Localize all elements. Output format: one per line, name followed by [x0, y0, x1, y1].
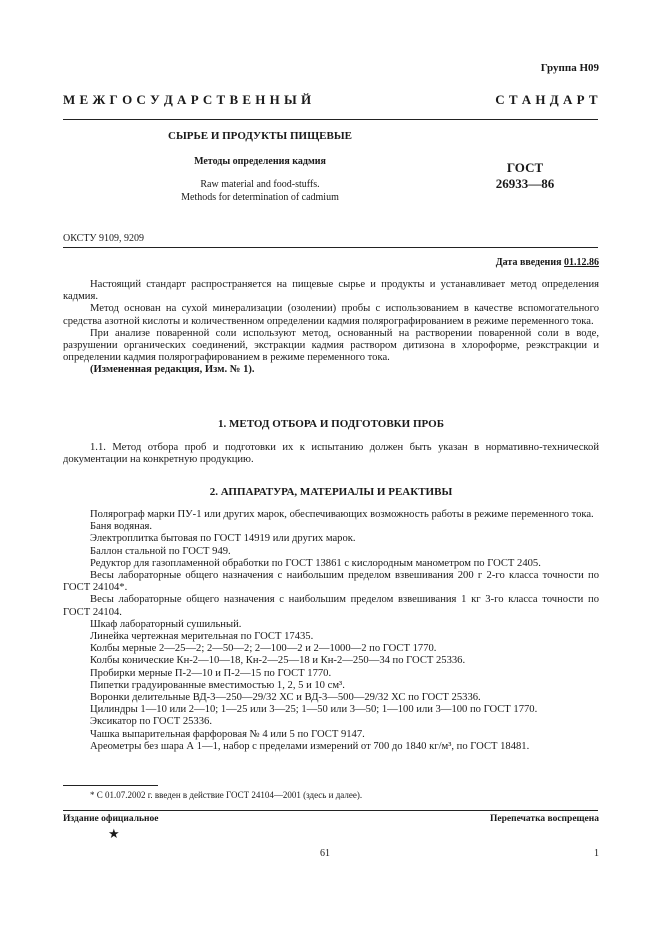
english-title-line-2: Methods for determination of cadmium: [181, 192, 339, 203]
section-1-text-block: [63, 442, 599, 466]
banner-word-standard: С Т А Н Д А Р Т: [495, 92, 598, 107]
okstu-codes: ОКСТУ 9109, 9209: [63, 233, 145, 244]
section-1-heading: 1. МЕТОД ОТБОРА И ПОДГОТОВКИ ПРОБ: [217, 418, 444, 430]
introduction-date: [496, 257, 599, 268]
list-item: Весы лабораторные общего назначения с наибольшим пределом взвешивания 200 г 2-го класса точности по ГОСТ 24104*.: [63, 570, 599, 594]
document-subtitle: Методы определения кадмия: [194, 156, 326, 167]
reprint-prohibited-label: Перепечатка воспрещена: [489, 814, 599, 824]
english-title-line-1: Raw material and food-stuffs.: [200, 179, 320, 190]
list-item: Шкаф лабораторный сушильный.: [90, 618, 242, 630]
top-rule: [63, 119, 598, 120]
footnote: * С 01.07.2002 г. введен в действие ГОСТ 24104—2001 (здесь и далее).: [90, 790, 363, 800]
section-1-text: 1.1. Метод отбора проб и подготовки их к испытанию должен быть указан в нормативно-технической документации на конкретную продукцию.: [63, 442, 599, 466]
intro-paragraph: При анализе поваренной соли используют метод, основанный на растворении поваренной соли в воде, разрушении органических соединений, экстракции кадмия раствором дитизона в хлороформе, реэкстракции и определении кадмия полярографированием в режиме переменного тока.: [63, 327, 599, 364]
intro-paragraph: Настоящий стандарт распространяется на пищевые сырье и продукты и устанавливает метод определения кадмия.: [63, 279, 599, 303]
list-item: Линейка чертежная мерительная по ГОСТ 17435.: [90, 631, 314, 643]
mid-rule: [63, 247, 598, 248]
gost-number: [470, 160, 580, 192]
list-item: Баллон стальной по ГОСТ 949.: [90, 545, 231, 557]
list-item: Цилиндры 1—10 или 2—10; 1—25 или 3—25; 1—50 или 3—50; 1—100 или 3—100 по ГОСТ 1770.: [90, 704, 538, 716]
list-item: Воронки делительные ВД-3—250—29/32 ХС и ВД-3—500—29/32 ХС по ГОСТ 25336.: [90, 692, 481, 704]
list-item: Колбы конические Кн-2—10—18, Кн-2—25—18 и Кн-2—250—34 по ГОСТ 25336.: [90, 655, 466, 667]
list-item: Ареометры без шара А 1—1, набор с пределами измерений от 700 до 1840 кг/м³, по ГОСТ 18481.: [90, 740, 530, 752]
intro-paragraph: Метод основан на сухой минерализации (озолении) пробы с использованием в качестве вспомогательного средства азотной кислоты и количественном определении кадмия полярографированием в режиме переменного тока.: [63, 303, 599, 327]
gost-label: ГОСТ: [506, 160, 544, 175]
list-item: Редуктор для газопламенной обработки по ГОСТ 13861 с кислородным манометром по ГОСТ 2405.: [90, 557, 541, 569]
date-value: 01.12.86: [564, 257, 599, 268]
bottom-rule: [63, 810, 598, 811]
star-icon: ★: [108, 826, 120, 841]
list-item: Колбы мерные 2—25—2; 2—50—2; 2—100—2 и 2—1000—2 по ГОСТ 1770.: [90, 643, 437, 655]
intro-block: [63, 279, 599, 377]
issue-number: 1: [594, 848, 599, 859]
amendment-note: (Измененная редакция, Изм. № 1).: [90, 364, 255, 376]
list-item: Полярограф марки ПУ-1 или других марок, обеспечивающих возможность работы в режиме переменного тока.: [90, 509, 594, 520]
footnote-rule: [63, 785, 158, 786]
list-item: Чашка выпарительная фарфоровая № 4 или 5 по ГОСТ 9147.: [90, 728, 365, 740]
banner-word-interstate: М Е Ж Г О С У Д А Р С Т В Е Н Н Ы Й: [63, 92, 312, 107]
list-item: Эксикатор по ГОСТ 25336.: [90, 716, 212, 728]
section-2-heading: 2. АППАРАТУРА, МАТЕРИАЛЫ И РЕАКТИВЫ: [209, 486, 453, 498]
standard-banner: [63, 92, 598, 108]
official-edition-label: Издание официальное: [63, 814, 159, 824]
page-number: 61: [320, 848, 330, 859]
list-item: Электроплитка бытовая по ГОСТ 14919 или других марок.: [90, 533, 356, 545]
list-item: Пробирки мерные П-2—10 и П-2—15 по ГОСТ 1770.: [90, 667, 332, 679]
date-label: Дата введения: [495, 257, 562, 268]
list-item: Весы лабораторные общего назначения с наибольшим пределом взвешивания 1 кг 3-го класса точности по ГОСТ 24104.: [63, 594, 599, 618]
english-title: [120, 178, 400, 204]
document-title: СЫРЬЕ И ПРОДУКТЫ ПИЩЕВЫЕ: [168, 130, 352, 142]
gost-code: 26933—86: [495, 176, 555, 191]
list-item: Пипетки градуированные вместимостью 1, 2, 5 и 10 см³.: [90, 679, 345, 691]
list-item: Баня водяная.: [90, 521, 153, 533]
equipment-list: [63, 509, 599, 753]
group-label: Группа Н09: [540, 62, 599, 74]
